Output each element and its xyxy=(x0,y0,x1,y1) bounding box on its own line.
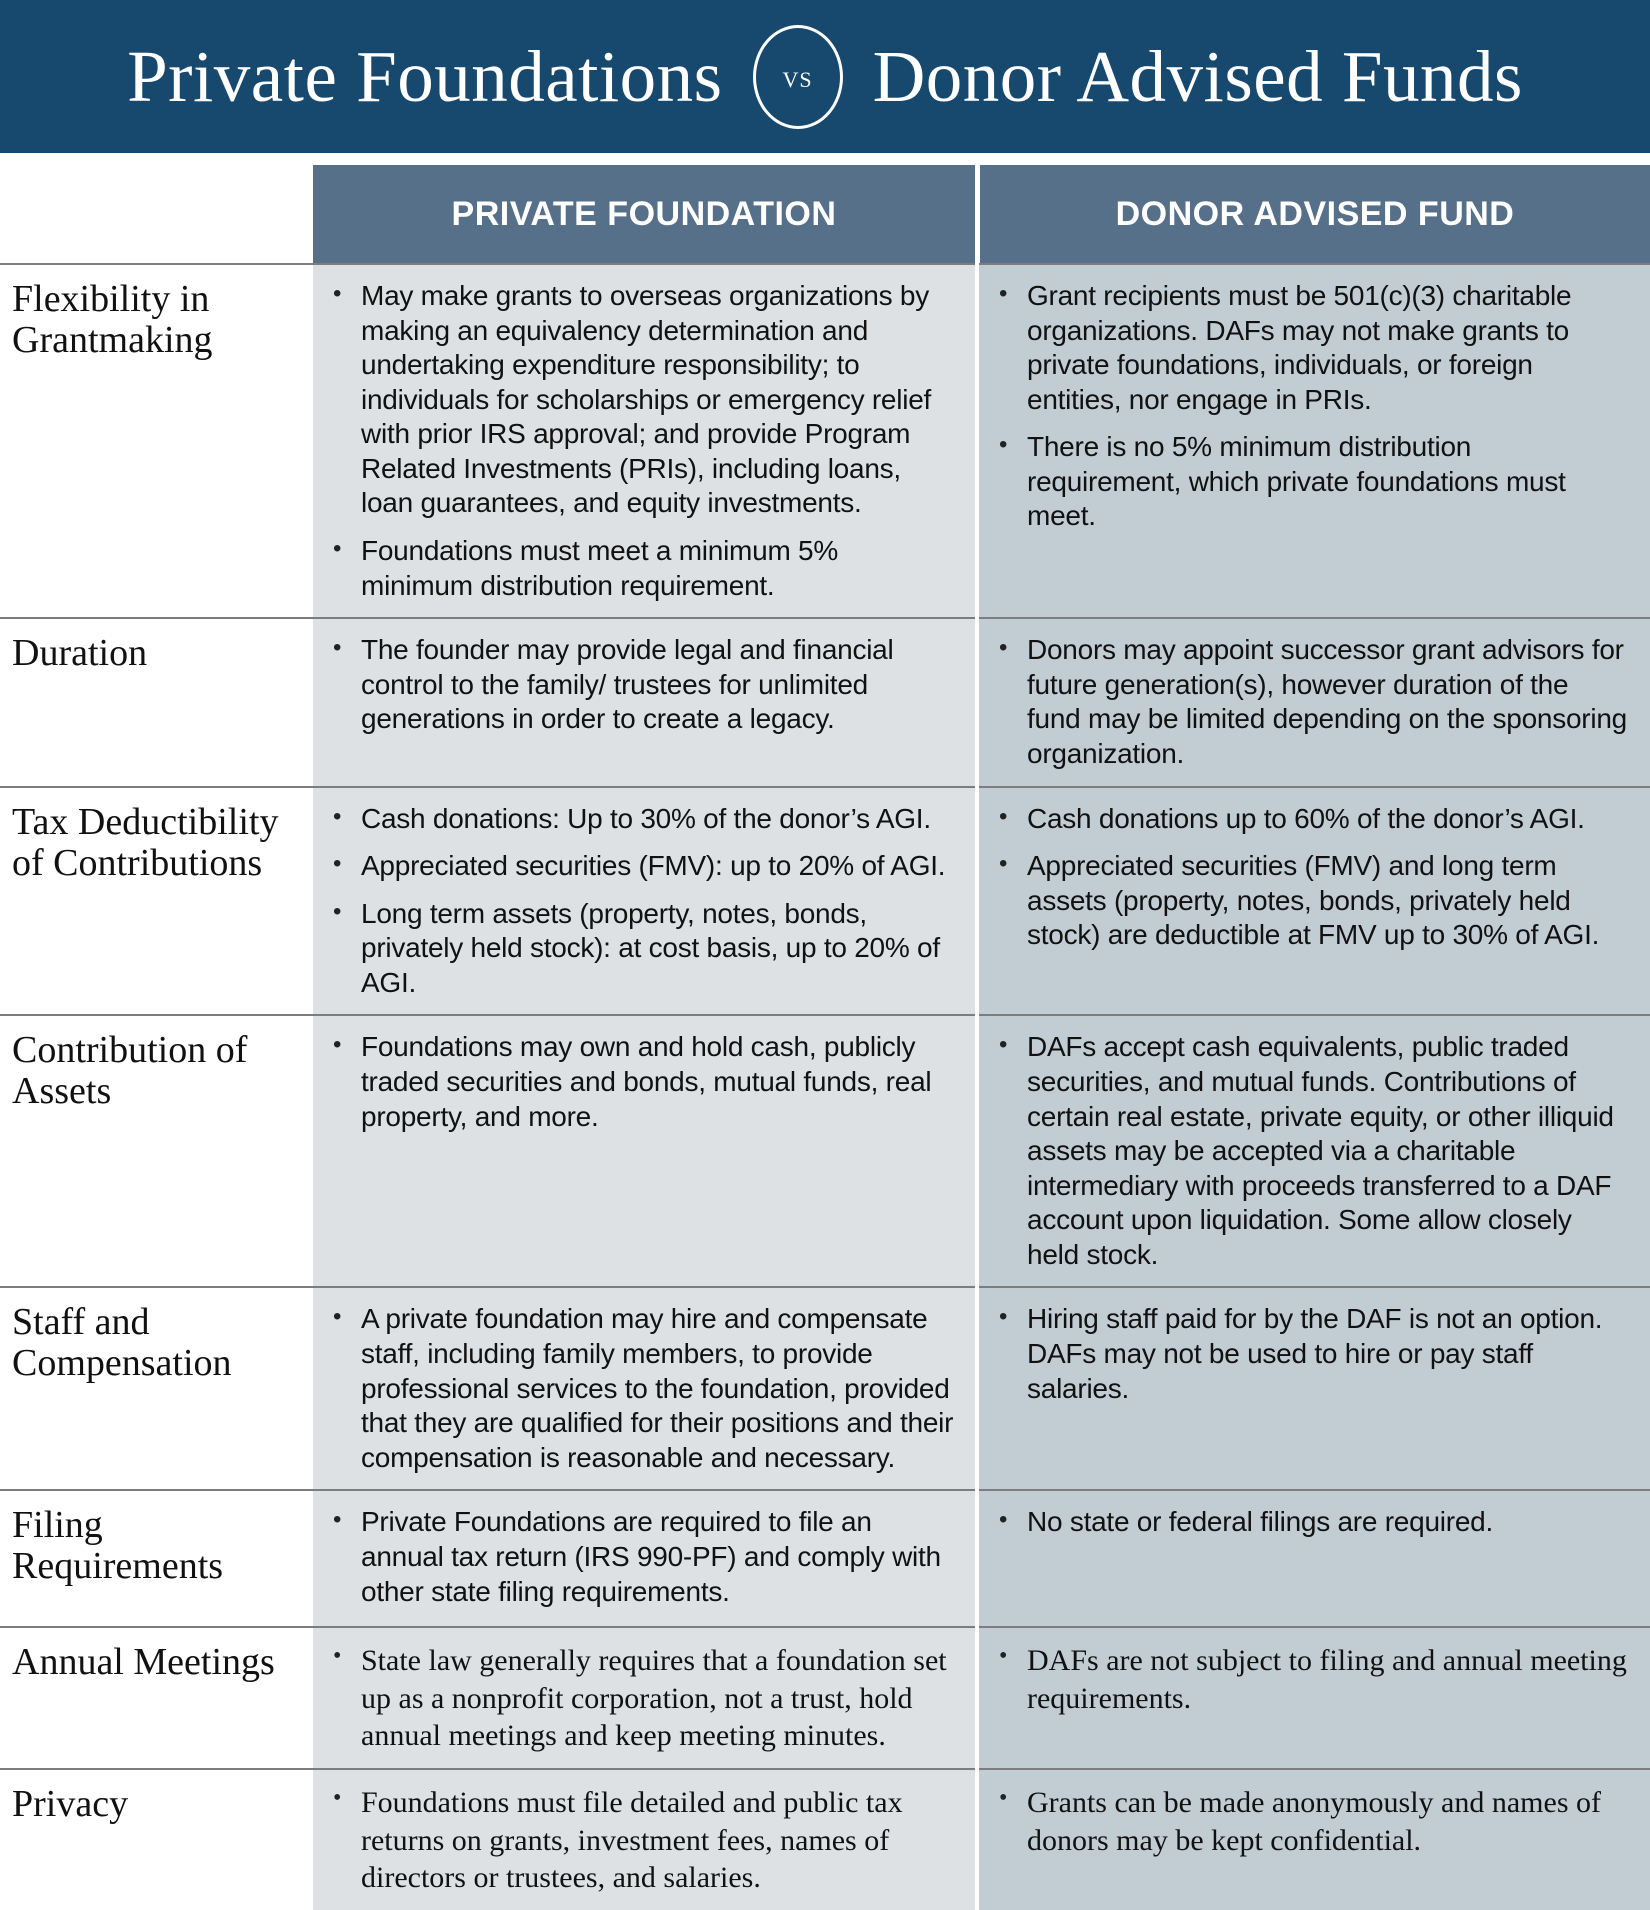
cell-donor-advised-fund xyxy=(979,263,1650,617)
bullet-list xyxy=(327,1505,957,1609)
cell-private-foundation xyxy=(313,1768,975,1910)
banner-right-title: Donor Advised Funds xyxy=(872,36,1523,117)
row-label-cell xyxy=(0,786,313,1015)
bullet-item: • Cash donations up to 60% of the donor’s AGI. xyxy=(993,802,1628,837)
table-row xyxy=(0,617,1650,785)
bullet-item: • Foundations must meet a minimum 5% minimum distribution requirement. xyxy=(327,534,957,603)
row-label: Flexibility in Grantmaking xyxy=(12,278,213,362)
cell-donor-advised-fund xyxy=(979,617,1650,785)
bullet-list xyxy=(993,633,1628,771)
bullet-list xyxy=(993,1302,1628,1406)
header-label-donor-advised-fund: DONOR ADVISED FUND xyxy=(1115,194,1515,233)
cell-private-foundation xyxy=(313,1489,975,1626)
cell-private-foundation xyxy=(313,617,975,785)
bullet-item: • Appreciated securities (FMV): up to 20% of AGI. xyxy=(327,849,957,884)
bullet-item: • The founder may provide legal and financial control to the family/ trustees for unlimited generations in order to create a legacy. xyxy=(327,633,957,737)
cell-donor-advised-fund xyxy=(979,1626,1650,1768)
table-row xyxy=(0,786,1650,1015)
header-label-private-foundation: PRIVATE FOUNDATION xyxy=(451,194,837,233)
header-cell-private-foundation xyxy=(313,165,975,263)
bullet-list xyxy=(993,1030,1628,1272)
bullet-list xyxy=(327,1642,957,1754)
header-cell-donor-advised-fund xyxy=(980,165,1650,263)
cell-private-foundation xyxy=(313,1014,975,1286)
vs-circle-icon xyxy=(753,25,843,129)
row-label-cell xyxy=(0,617,313,785)
table-row xyxy=(0,1286,1650,1489)
bullet-item: • Long term assets (property, notes, bonds, privately held stock): at cost basis, up to 20% of AGI. xyxy=(327,897,957,1001)
vs-label: vs xyxy=(782,58,813,94)
cell-private-foundation xyxy=(313,1626,975,1768)
bullet-item: • No state or federal filings are required. xyxy=(993,1505,1628,1540)
row-label: Filing Requirements xyxy=(12,1504,224,1588)
table-header-row xyxy=(0,165,1650,263)
banner-left-title: Private Foundations xyxy=(127,36,723,117)
bullet-list xyxy=(327,1030,957,1134)
row-label-cell xyxy=(0,263,313,617)
bullet-item: • DAFs are not subject to filing and annual meeting requirements. xyxy=(993,1642,1628,1716)
cell-private-foundation xyxy=(313,263,975,617)
table-row xyxy=(0,1626,1650,1768)
cell-donor-advised-fund xyxy=(979,1014,1650,1286)
table-row xyxy=(0,1489,1650,1626)
bullet-list xyxy=(993,279,1628,534)
header-cell-blank xyxy=(0,165,313,263)
row-label: Duration xyxy=(12,632,148,675)
bullet-item: • Foundations must file detailed and public tax returns on grants, investment fees, names of directors or trustees, and salaries. xyxy=(327,1784,957,1896)
bullet-item: • Appreciated securities (FMV) and long term assets (property, notes, bonds, privately held stock) are deductible at FMV up to 30% of AGI. xyxy=(993,849,1628,953)
cell-donor-advised-fund xyxy=(979,1489,1650,1626)
table-row xyxy=(0,1768,1650,1910)
bullet-item: • Foundations may own and hold cash, publicly traded securities and bonds, mutual funds, real property, and more. xyxy=(327,1030,957,1134)
row-label: Privacy xyxy=(12,1783,129,1826)
bullet-item: • A private foundation may hire and compensate staff, including family members, to provide professional services to the foundation, provided that they are qualified for their positions and their compensation is reasonable and necessary. xyxy=(327,1302,957,1475)
bullet-list xyxy=(327,802,957,1001)
header-spacer xyxy=(0,153,1650,165)
bullet-list xyxy=(993,1784,1628,1858)
cell-donor-advised-fund xyxy=(979,1286,1650,1489)
bullet-item: • Grant recipients must be 501(c)(3) charitable organizations. DAFs may not make grants to private foundations, individuals, or foreign entities, nor engage in PRIs. xyxy=(993,279,1628,417)
cell-donor-advised-fund xyxy=(979,786,1650,1015)
cell-private-foundation xyxy=(313,786,975,1015)
comparison-table xyxy=(0,165,1650,1910)
bullet-list xyxy=(327,1302,957,1475)
row-label: Contribution of Assets xyxy=(12,1029,248,1113)
bullet-item: • Cash donations: Up to 30% of the donor’s AGI. xyxy=(327,802,957,837)
bullet-list xyxy=(993,802,1628,953)
cell-private-foundation xyxy=(313,1286,975,1489)
page-banner xyxy=(0,0,1650,153)
bullet-item: • May make grants to overseas organizations by making an equivalency determination and undertaking expenditure responsibility; to individuals for scholarships or emergency relief with prior IRS approval; and provide Program Related Investments (PRIs), including loans, loan guarantees, and equity investments. xyxy=(327,279,957,521)
bullet-item: • DAFs accept cash equivalents, public traded securities, and mutual funds. Contributions of certain real estate, private equity, or other illiquid assets may be accepted via a charitable intermediary with proceeds transferred to a DAF account upon liquidation. Some allow closely held stock. xyxy=(993,1030,1628,1272)
bullet-list xyxy=(993,1505,1628,1540)
row-label: Staff and Compensation xyxy=(12,1301,232,1385)
bullet-item: • Grants can be made anonymously and names of donors may be kept confidential. xyxy=(993,1784,1628,1858)
bullet-item: • Private Foundations are required to file an annual tax return (IRS 990-PF) and comply with other state filing requirements. xyxy=(327,1505,957,1609)
cell-donor-advised-fund xyxy=(979,1768,1650,1910)
row-label-cell xyxy=(0,1626,313,1768)
bullet-item: • Hiring staff paid for by the DAF is not an option. DAFs may not be used to hire or pay staff salaries. xyxy=(993,1302,1628,1406)
table-row xyxy=(0,1014,1650,1286)
bullet-list xyxy=(327,279,957,603)
bullet-item: • State law generally requires that a foundation set up as a nonprofit corporation, not a trust, hold annual meetings and keep meeting minutes. xyxy=(327,1642,957,1754)
row-label-cell xyxy=(0,1768,313,1910)
row-label-cell xyxy=(0,1286,313,1489)
bullet-item: • Donors may appoint successor grant advisors for future generation(s), however duration of the fund may be limited depending on the sponsoring organization. xyxy=(993,633,1628,771)
row-label-cell xyxy=(0,1014,313,1286)
bullet-list xyxy=(327,1784,957,1896)
bullet-item: • There is no 5% minimum distribution requirement, which private foundations must meet. xyxy=(993,430,1628,534)
table-row xyxy=(0,263,1650,617)
bullet-list xyxy=(993,1642,1628,1716)
bullet-list xyxy=(327,633,957,737)
row-label: Annual Meetings xyxy=(12,1641,275,1684)
row-label: Tax Deductibility of Contributions xyxy=(12,800,279,884)
table-body xyxy=(0,263,1650,1910)
row-label-cell xyxy=(0,1489,313,1626)
